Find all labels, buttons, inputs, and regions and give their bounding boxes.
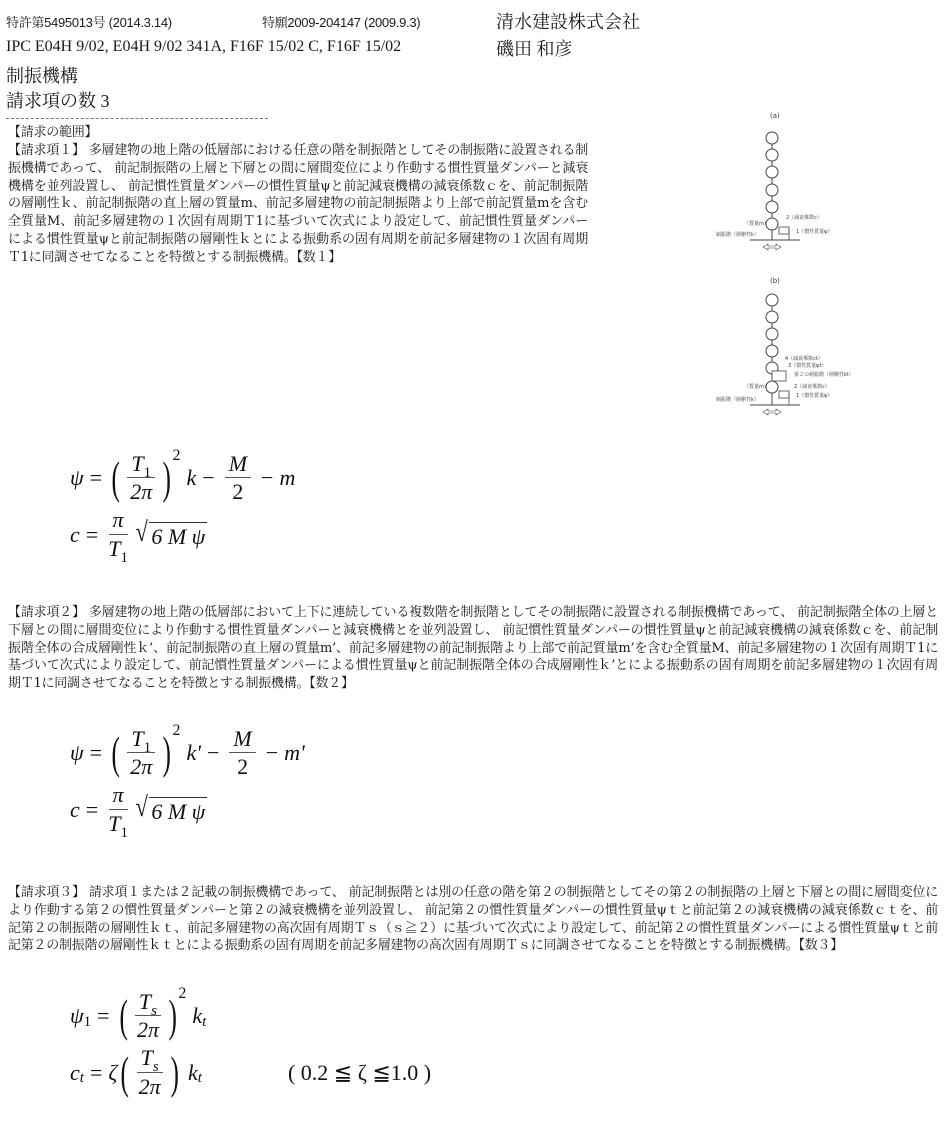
figure-b-inertia2-label: 3（慣性質量ψt）: [788, 363, 827, 369]
inventor: 磯田 和彦: [496, 39, 573, 59]
zeta-range-condition: ( 0.2 ≦ ζ ≦1.0 ): [287, 1059, 432, 1085]
figure-b-mass-label: （質量m）: [744, 384, 769, 390]
claim-2-text: 多層建物の地上階の低層部において上下に連続している複数階を制振階としてその制振階に設置される制振機構であって、 前記制振階全体の上層と下層との間に層間変位により作動する慣性質量ダンパーと減衰機構とを並列設置し、 前記慣性質量ダンパーの慣性質量ψと前記減衰機構の減衰係数ｃを、前記制振階全体の合成層剛性ｋ’、前記制振階の直上層の質量m’、前記多層建物の前記制振階より上部で前記質量m’を含む全質量M、前記多層建物の１次固有周期Ｔ1に基づいて次式により設定して、前記慣性質量ダンパーによる慣性質量ψと前記制振階全体の合成層剛性ｋ’とによる振動系の固有周期を前記多層建物の１次固有周期Ｔ1に同調させてなることを特徴とする制振機構。【数２】: [8, 605, 938, 692]
claim-3: [8, 884, 938, 955]
figure-a-mass-label: （質量m）: [744, 221, 769, 227]
shake-arrow-icon: [763, 244, 781, 250]
claims-section-heading: 【請求の範囲】: [8, 125, 98, 140]
application-number: 特願2009-204147 (2009.9.3): [262, 15, 421, 30]
formula-1-line-2: c = $\frac{\pi}{T_1}$ √ 6 M ψ: [70, 507, 206, 566]
figure-a-inertia-label: 1（慣性質量ψ）: [796, 229, 833, 235]
patent-number: 特許第5495013号 (2014.3.14): [6, 15, 172, 30]
figure-a-label: (a): [770, 112, 780, 120]
header-divider: [6, 118, 268, 119]
claim-count: 請求項の数 3: [6, 91, 110, 111]
shake-arrow-icon: [763, 409, 781, 415]
claim-3-label: 【請求項３】: [8, 885, 85, 900]
figure-a-diagram: [700, 100, 880, 270]
formula-1: [70, 447, 296, 566]
claim-1-label: 【請求項１】: [8, 143, 85, 158]
invention-title: 制振機構: [6, 66, 78, 86]
figure-b-damper2-label: 4（減衰係数ct）: [785, 356, 823, 362]
formula-2-line-1: ψ = ( $\frac{T_1}{2\pi}$ ) 2 k' − $\frac{M}{2}$ − m': [70, 722, 305, 780]
figure-b-label: (b): [770, 277, 780, 285]
formula-3-line-2: c t = ζ ( $\frac{T_s}{2\pi}$ ) k t ( 0.2 ≦ ζ ≦1.0 ): [70, 1045, 432, 1099]
claim-2: [8, 604, 938, 693]
assignee: 清水建設株式会社: [496, 12, 640, 32]
formula-1-line-1: ψ = ( $\frac{T_1}{2\pi}$ ) 2 k − $\frac{M}{2}$ − m: [70, 447, 296, 505]
figure-b-damper-label: 2（減衰係数c）: [794, 384, 830, 390]
figure-b-floor2-label: 第２の制振階（層剛性kt）: [794, 372, 854, 378]
psi-symbol: ψ: [70, 465, 84, 491]
claim-3-text: 請求項１または２記載の制振機構であって、 前記制振階とは別の任意の階を第２の制振階としてその第２の制振階の上層と下層との間に層間変位により作動する第２の慣性質量ダンパーと第２の減衰機構を並列設置し、 前記第２の慣性質量ダンパーの慣性質量ψｔと前記第２の減衰機構の減衰係数ｃｔを、前記第２の制振階の層剛性ｋｔ、前記多層建物の高次固有周期Ｔｓ（ｓ≧２）に基づいて次式により設定して、前記第２の慣性質量ダンパーによる慣性質量ψｔと前記第２の制振階の層剛性ｋｔとによる振動系の固有周期を前記多層建物の高次固有周期Ｔｓに同調させてなることを特徴とする制振機構。【数３】: [8, 885, 938, 954]
claim-1-text: 多層建物の地上階の低層部における任意の階を制振階としてその制振階に設置される制振機構であって、 前記制振階の上層と下層との間に層間変位により作動する慣性質量ダンパーと減衰機構を並列設置し、 前記慣性質量ダンパーの慣性質量ψと前記減衰機構の減衰係数ｃを、前記制振階の層剛性ｋ、前記制振階の直上層の質量m、前記多層建物の前記制振階より上部で前記質量mを含む全質量M、前記多層建物の１次固有周期Ｔ1に基づいて次式により設定して、前記慣性質量ダンパーによる慣性質量ψと前記制振階の層剛性ｋとによる振動系の固有周期を前記多層建物の１次固有周期Ｔ1に同調させてなることを特徴とする制振機構。【数１】: [8, 143, 588, 265]
claim-2-label: 【請求項２】: [8, 605, 85, 620]
claim-1: [8, 142, 588, 267]
figure-a-floor-label: 制振階（層剛性k）: [716, 232, 759, 238]
formula-2-line-2: c = $\frac{\pi}{T_1}$ √ 6 M ψ: [70, 782, 206, 841]
figure-b-diagram: [700, 270, 880, 440]
figure-a-damper-label: 2（減衰係数c）: [786, 215, 822, 221]
formula-3: [70, 985, 432, 1099]
formula-3-line-1: ψ 1 = ( $\frac{T_s}{2\pi}$ ) 2 k t: [70, 985, 207, 1043]
figure-b-inertia-label: 1（慣性質量ψ）: [796, 393, 833, 399]
ipc-classification: IPC E04H 9/02, E04H 9/02 341A, F16F 15/02 C, F16F 15/02: [6, 38, 402, 55]
formula-2: [70, 722, 305, 841]
figure-b-floor-label: 制振階（層剛性k）: [716, 397, 759, 403]
